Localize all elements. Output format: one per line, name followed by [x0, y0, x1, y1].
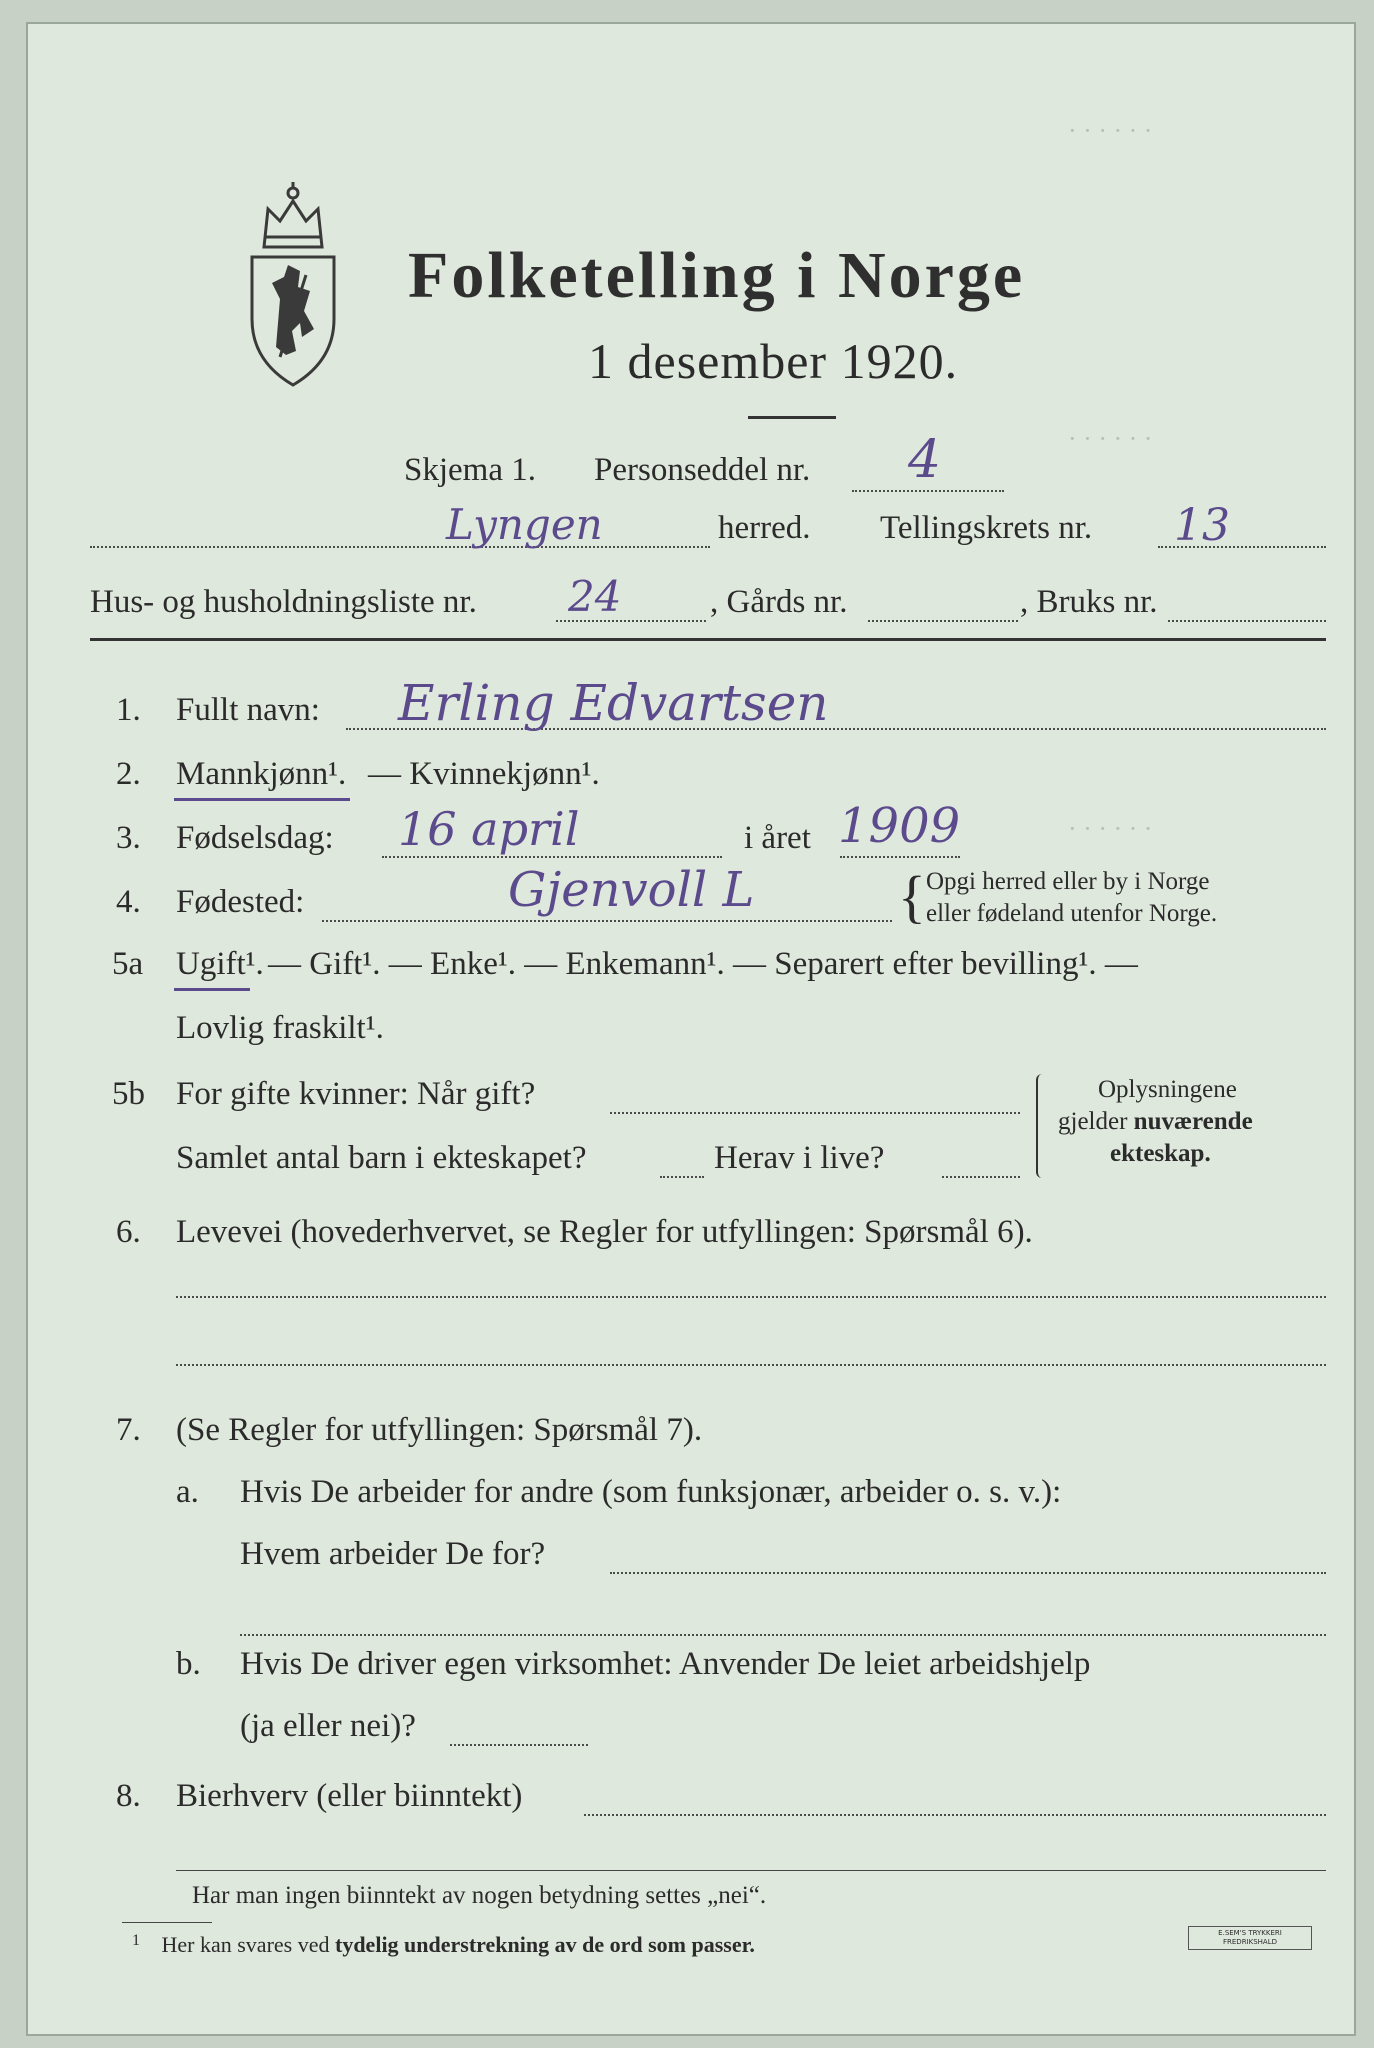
q2-underline [174, 798, 350, 801]
q2-mannkjonn: Mannkjønn¹. [176, 756, 347, 792]
q5b-barn-field-line [660, 1176, 704, 1178]
herred-field-line [90, 546, 710, 548]
q5b-note-line1: Oplysningene [1098, 1076, 1237, 1103]
q4-note-line1: Opgi herred eller by i Norge [926, 868, 1210, 895]
q1-label: Fullt navn: [176, 692, 320, 728]
q7b-letter: b. [176, 1646, 201, 1682]
bruks-label: , Bruks nr. [1020, 584, 1158, 620]
form-subtitle: 1 desember 1920. [588, 333, 959, 389]
q6-field-line-1 [176, 1296, 1326, 1298]
tellingskrets-value: 13 [1174, 500, 1230, 551]
q5b-bracket [1036, 1074, 1046, 1178]
q1-number: 1. [116, 692, 141, 728]
q7a-field-line-2 [240, 1634, 1326, 1636]
q5b-note-line2 [1058, 1108, 1253, 1136]
q3-year-value: 1909 [838, 798, 961, 854]
q4-field-line [322, 920, 892, 922]
q5b-barn-label: Samlet antal barn i ekteskapet? [176, 1140, 587, 1176]
q3-label: Fødselsdag: [176, 820, 334, 856]
personseddel-value: 4 [908, 430, 942, 490]
gards-field-line [868, 620, 1018, 622]
q1-value: Erling Edvartsen [398, 674, 829, 732]
q4-brace: { [898, 864, 926, 929]
bruks-field-line [1168, 620, 1326, 622]
q3-aret-label: i året [744, 820, 811, 856]
q5b-number: 5b [112, 1076, 145, 1112]
q5b-note-gjelder: gjelder [1058, 1108, 1128, 1135]
herred-label: herred. [718, 510, 811, 546]
q3-date-value: 16 april [398, 802, 580, 856]
header-divider [90, 638, 1326, 641]
q3-number: 3. [116, 820, 141, 856]
husholdning-label: Hus- og husholdningsliste nr. [90, 584, 477, 620]
q7a-text: Hvis De arbeider for andre (som funksjonær, arbeider o. s. v.): [240, 1474, 1062, 1510]
husholdning-value: 24 [568, 572, 622, 621]
herred-value: Lyngen [446, 500, 603, 549]
q5b-label: For gifte kvinner: Når gift? [176, 1076, 536, 1112]
census-form [26, 22, 1356, 2036]
q4-number: 4. [116, 884, 141, 920]
q7b-text: Hvis De driver egen virksomhet: Anvender De leiet arbeidshjelp [240, 1646, 1091, 1682]
personseddel-label: Personseddel nr. [594, 452, 811, 488]
q7-label: (Se Regler for utfyllingen: Spørsmål 7). [176, 1412, 703, 1448]
q3-year-field-line [840, 856, 960, 858]
q8-field-line-1 [584, 1814, 1326, 1816]
q7a-question: Hvem arbeider De for? [240, 1536, 546, 1572]
q7a-letter: a. [176, 1474, 199, 1510]
q5a-ugift: Ugift¹. [176, 946, 264, 982]
personseddel-field-line [852, 490, 1004, 492]
q2-kvinnekjonn: — Kvinnekjønn¹. [368, 756, 600, 792]
q6-label: Levevei (hovederhvervet, se Regler for utfyllingen: Spørsmål 6). [176, 1214, 1033, 1250]
q7b-question: (ja eller nei)? [240, 1708, 416, 1744]
gards-label: , Gårds nr. [710, 584, 848, 620]
q8-label: Bierhverv (eller biinntekt) [176, 1778, 523, 1814]
q5a-options: — Gift¹. — Enke¹. — Enkemann¹. — Separert efter bevilling¹. — [268, 946, 1138, 982]
footnote-text-b: tydelig understrekning av de ord som passer. [335, 1932, 755, 1957]
q7b-field-line [450, 1744, 588, 1746]
footnote-text-a: Her kan svares ved [161, 1932, 330, 1957]
q5b-note-line3: ekteskap. [1110, 1140, 1211, 1167]
q3-date-field-line [382, 856, 722, 858]
biinntekt-note: Har man ingen biinntekt av nogen betydning settes „nei“. [192, 1882, 767, 1909]
q5a-underline [174, 988, 250, 991]
q6-number: 6. [116, 1214, 141, 1250]
q5b-ilive-label: Herav i live? [714, 1140, 885, 1176]
q4-note-line2: eller fødeland utenfor Norge. [926, 900, 1218, 927]
q5b-nar-gift-field-line [610, 1112, 1020, 1114]
bleed-through-text: · · · · · · [1068, 814, 1153, 843]
q8-field-line-2 [176, 1870, 1326, 1871]
form-title: Folketelling i Norge [408, 239, 1026, 312]
q2-number: 2. [116, 756, 141, 792]
bleed-through-text: · · · · · · [1068, 116, 1153, 145]
q5a-line2: Lovlig fraskilt¹. [176, 1010, 384, 1046]
q5b-note-nuvaerende: nuværende [1133, 1108, 1253, 1135]
footnote-divider [122, 1922, 212, 1923]
q5b-ilive-field-line [942, 1176, 1020, 1178]
q6-field-line-2 [176, 1364, 1326, 1366]
q5a-number: 5a [112, 946, 144, 982]
q7-number: 7. [116, 1412, 141, 1448]
bleed-through-text: · · · · · · [1068, 424, 1153, 453]
tellingskrets-label: Tellingskrets nr. [880, 510, 1093, 546]
footnote [132, 1932, 755, 1958]
q4-label: Fødested: [176, 884, 305, 920]
footnote-mark: 1 [132, 1932, 140, 1949]
q4-value: Gjenvoll L [508, 862, 755, 918]
norwegian-coat-of-arms-icon [244, 179, 342, 389]
title-divider [748, 416, 836, 419]
q7a-field-line-1 [610, 1572, 1326, 1574]
printer-stamp: E.SEM'S TRYKKERI FREDRIKSHALD [1188, 1926, 1312, 1950]
skjema-label: Skjema 1. [404, 452, 536, 488]
q8-number: 8. [116, 1778, 141, 1814]
